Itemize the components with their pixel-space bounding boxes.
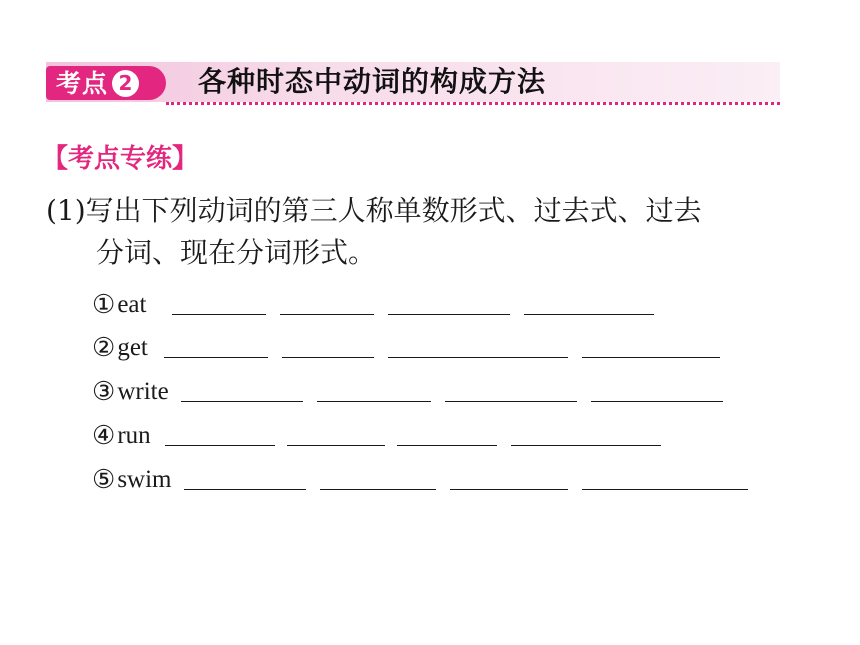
answer-blank[interactable] [181, 401, 303, 402]
answer-blank[interactable] [317, 401, 431, 402]
exercise-row-eat [92, 281, 654, 321]
item-number: ⑤ [92, 465, 116, 495]
exercise-row-run [92, 412, 661, 452]
verb-word: write [117, 378, 169, 405]
verb-word: get [117, 334, 148, 361]
answer-blank[interactable] [445, 401, 577, 402]
verb-word: run [117, 422, 151, 449]
answer-blank[interactable] [591, 401, 723, 402]
answer-blank[interactable] [184, 489, 306, 490]
answer-blank[interactable] [511, 445, 661, 446]
question-line-1: (1)写出下列动词的第三人称单数形式、过去式、过去 [46, 194, 702, 227]
topic-title: 各种时态中动词的构成方法 [198, 65, 547, 98]
topic-badge [46, 66, 166, 100]
badge-label: 考点 [56, 68, 109, 98]
header-dotted-underline [166, 102, 780, 105]
item-number: ④ [92, 421, 116, 451]
item-number: ① [92, 290, 116, 320]
answer-blank[interactable] [165, 445, 275, 446]
exercise-row-get [92, 324, 720, 364]
answer-blank[interactable] [280, 314, 374, 315]
item-number: ③ [92, 377, 116, 407]
answer-blank[interactable] [287, 445, 385, 446]
answer-blank[interactable] [320, 489, 436, 490]
badge-number: 2 [112, 70, 139, 97]
answer-blank[interactable] [164, 357, 268, 358]
verb-word: eat [117, 291, 147, 318]
exercise-row-write [92, 368, 723, 408]
answer-blank[interactable] [388, 314, 510, 315]
answer-blank[interactable] [450, 489, 568, 490]
answer-blank[interactable] [582, 489, 748, 490]
answer-blank[interactable] [582, 357, 720, 358]
answer-blank[interactable] [397, 445, 497, 446]
answer-blank[interactable] [388, 357, 568, 358]
section-header [46, 58, 780, 108]
item-number: ② [92, 333, 116, 363]
verb-word: swim [117, 466, 172, 493]
answer-blank[interactable] [524, 314, 654, 315]
answer-blank[interactable] [282, 357, 374, 358]
question-prompt [46, 190, 806, 274]
question-line-2: 分词、现在分词形式。 [96, 236, 377, 269]
practice-section-label: 【考点专练】 [42, 144, 199, 174]
exercise-row-swim [92, 456, 748, 496]
answer-blank[interactable] [172, 314, 266, 315]
